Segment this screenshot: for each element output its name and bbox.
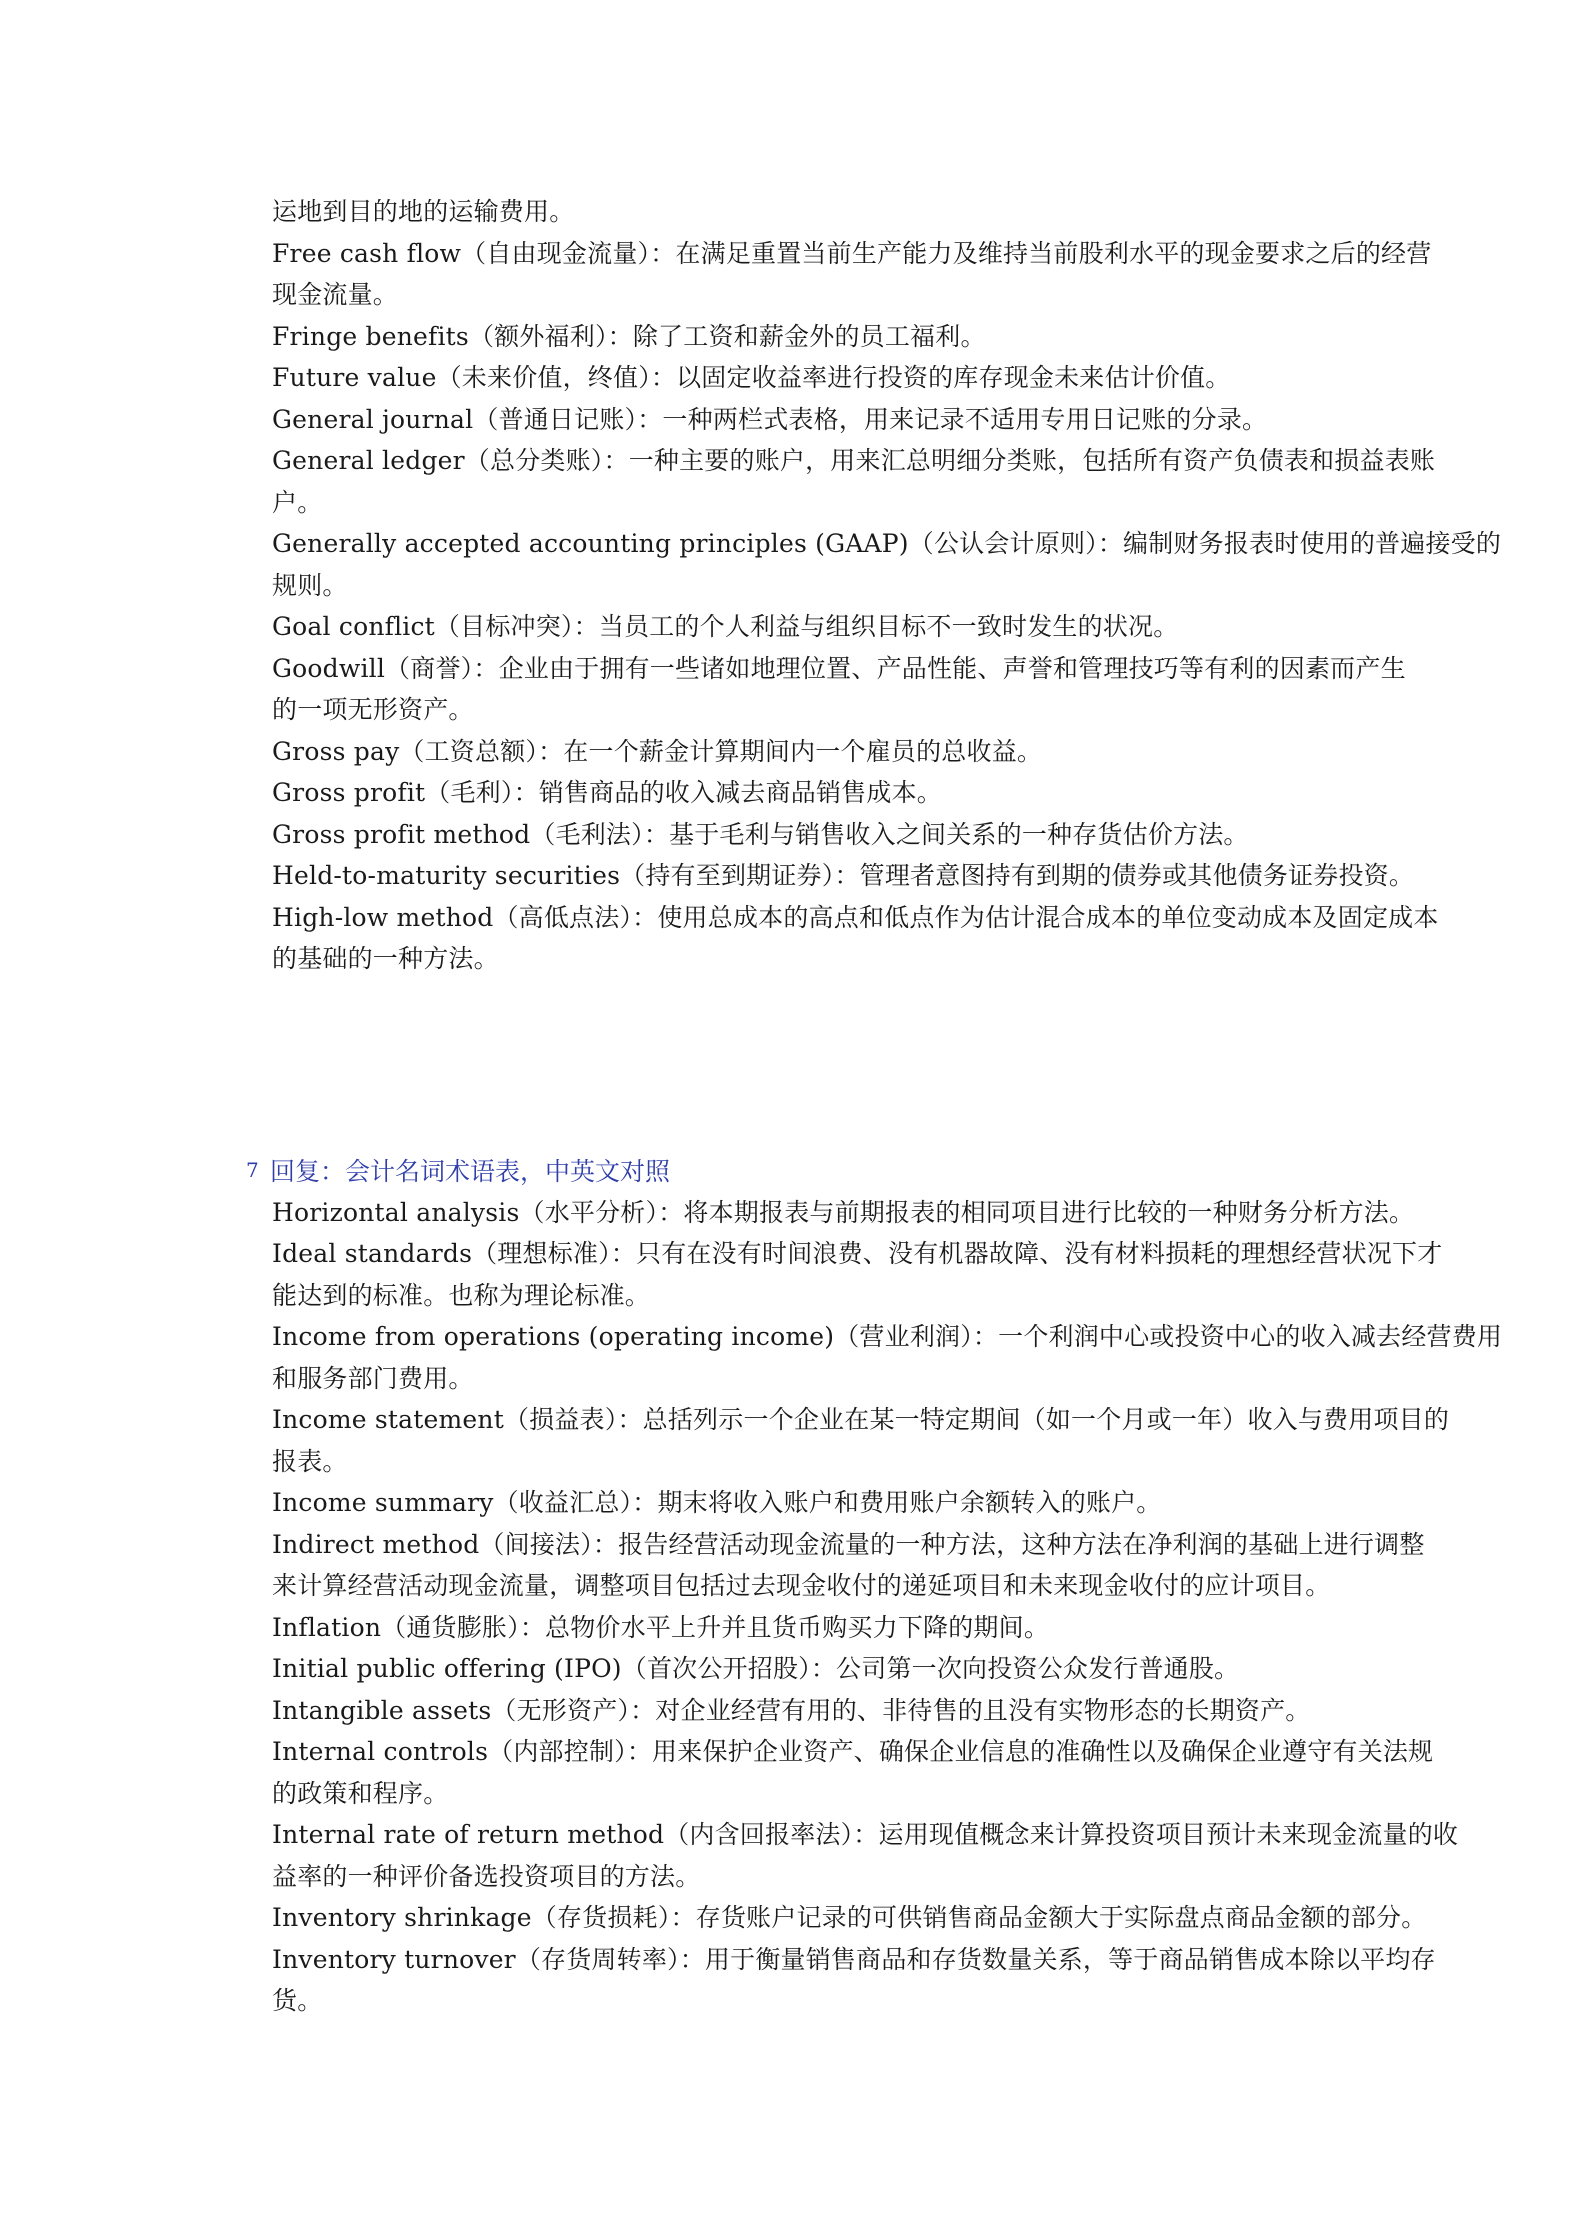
reply-number: 7 bbox=[246, 1158, 259, 1182]
glossary-line: 能达到的标准。也称为理论标准。 bbox=[272, 1280, 651, 1310]
glossary-line: Income summary（收益汇总）：期末将收入账户和费用账户余额转入的账户。 bbox=[272, 1488, 1162, 1517]
glossary-line: 来计算经营活动现金流量，调整项目包括过去现金收付的递延项目和未来现金收付的应计项目。 bbox=[272, 1571, 1331, 1600]
glossary-block-2 bbox=[272, 1192, 1530, 2022]
glossary-line: Horizontal analysis（水平分析）：将本期报表与前期报表的相同项目进行比较的一种财务分析方法。 bbox=[272, 1197, 1415, 1227]
glossary-line: Gross pay（工资总额）：在一个薪金计算期间内一个雇员的总收益。 bbox=[272, 736, 1043, 766]
glossary-line: 和服务部门费用。 bbox=[272, 1363, 474, 1393]
reply-section-header bbox=[246, 1150, 670, 1193]
glossary-line: 货。 bbox=[272, 1986, 323, 2015]
glossary-line: Initial public offering (IPO)（首次公开招股）：公司第一次向投资公众发行普通股。 bbox=[272, 1654, 1240, 1683]
glossary-line: General journal（普通日记账）：一种两栏式表格，用来记录不适用专用日记账的分录。 bbox=[272, 404, 1268, 434]
glossary-line: Internal rate of return method（内含回报率法）：运用现值概念来计算投资项目预计未来现金流量的收 bbox=[272, 1820, 1459, 1849]
glossary-line: Future value（未来价值，终值）：以固定收益率进行投资的库存现金未来估计价值。 bbox=[272, 363, 1231, 392]
glossary-line: 的一项无形资产。 bbox=[272, 695, 474, 724]
glossary-line: 的政策和程序。 bbox=[272, 1778, 449, 1808]
glossary-line: 益率的一种评价备选投资项目的方法。 bbox=[272, 1861, 701, 1891]
glossary-line: Goodwill（商誉）：企业由于拥有一些诸如地理位置、产品性能、声誉和管理技巧等有利的因素而产生 bbox=[272, 653, 1406, 683]
glossary-line: Free cash flow（自由现金流量）：在满足重置当前生产能力及维持当前股利水平的现金要求之后的经营 bbox=[272, 238, 1432, 268]
glossary-line: Gross profit（毛利）：销售商品的收入减去商品销售成本。 bbox=[272, 778, 942, 807]
glossary-line: General ledger（总分类账）：一种主要的账户，用来汇总明细分类账，包括所有资产负债表和损益表账 bbox=[272, 446, 1436, 475]
glossary-line: Gross profit method（毛利法）：基于毛利与销售收入之间关系的一种存货估价方法。 bbox=[272, 819, 1249, 849]
glossary-line: Inventory turnover（存货周转率）：用于衡量销售商品和存货数量关系，等于商品销售成本除以平均存 bbox=[272, 1944, 1436, 1974]
glossary-line: Generally accepted accounting principles (GAAP)（公认会计原则）：编制财务报表时使用的普遍接受的 bbox=[272, 529, 1502, 558]
glossary-line: Intangible assets（无形资产）：对企业经营有用的、非待售的且没有实物形态的长期资产。 bbox=[272, 1695, 1311, 1725]
glossary-line: Inflation（通货膨胀）：总物价水平上升并且货币购买力下降的期间。 bbox=[272, 1612, 1050, 1642]
glossary-line: 的基础的一种方法。 bbox=[272, 944, 499, 973]
glossary-line: Ideal standards（理想标准）：只有在没有时间浪费、没有机器故障、没有材料损耗的理想经营状况下才 bbox=[272, 1239, 1443, 1268]
glossary-line: Income statement（损益表）：总括列示一个企业在某一特定期间（如一个月或一年）收入与费用项目的 bbox=[272, 1405, 1450, 1434]
glossary-line: 报表。 bbox=[272, 1446, 348, 1476]
glossary-line: Income from operations (operating income)（营业利润）：一个利润中心或投资中心的收入减去经营费用 bbox=[272, 1322, 1503, 1351]
glossary-line: 运地到目的地的运输费用。 bbox=[272, 197, 575, 226]
glossary-block-1 bbox=[272, 191, 1530, 980]
reply-title: 回复：会计名词术语表，中英文对照 bbox=[270, 1157, 671, 1186]
glossary-line: High-low method（高低点法）：使用总成本的高点和低点作为估计混合成本的单位变动成本及固定成本 bbox=[272, 902, 1439, 932]
glossary-line: 户。 bbox=[272, 487, 323, 517]
glossary-line: Internal controls（内部控制）：用来保护企业资产、确保企业信息的准确性以及确保企业遵守有关法规 bbox=[272, 1737, 1434, 1766]
glossary-line: Fringe benefits（额外福利）：除了工资和薪金外的员工福利。 bbox=[272, 321, 986, 351]
glossary-line: Goal conflict（目标冲突）：当员工的个人利益与组织目标不一致时发生的状况。 bbox=[272, 612, 1179, 641]
glossary-line: 现金流量。 bbox=[272, 280, 399, 309]
glossary-line: Held-to-maturity securities（持有至到期证券）：管理者意图持有到期的债券或其他债务证券投资。 bbox=[272, 861, 1415, 890]
glossary-line: Indirect method（间接法）：报告经营活动现金流量的一种方法，这种方法在净利润的基础上进行调整 bbox=[272, 1529, 1425, 1559]
glossary-line: Inventory shrinkage（存货损耗）：存货账户记录的可供销售商品金额大于实际盘点商品金额的部分。 bbox=[272, 1903, 1427, 1932]
glossary-line: 规则。 bbox=[272, 570, 348, 600]
